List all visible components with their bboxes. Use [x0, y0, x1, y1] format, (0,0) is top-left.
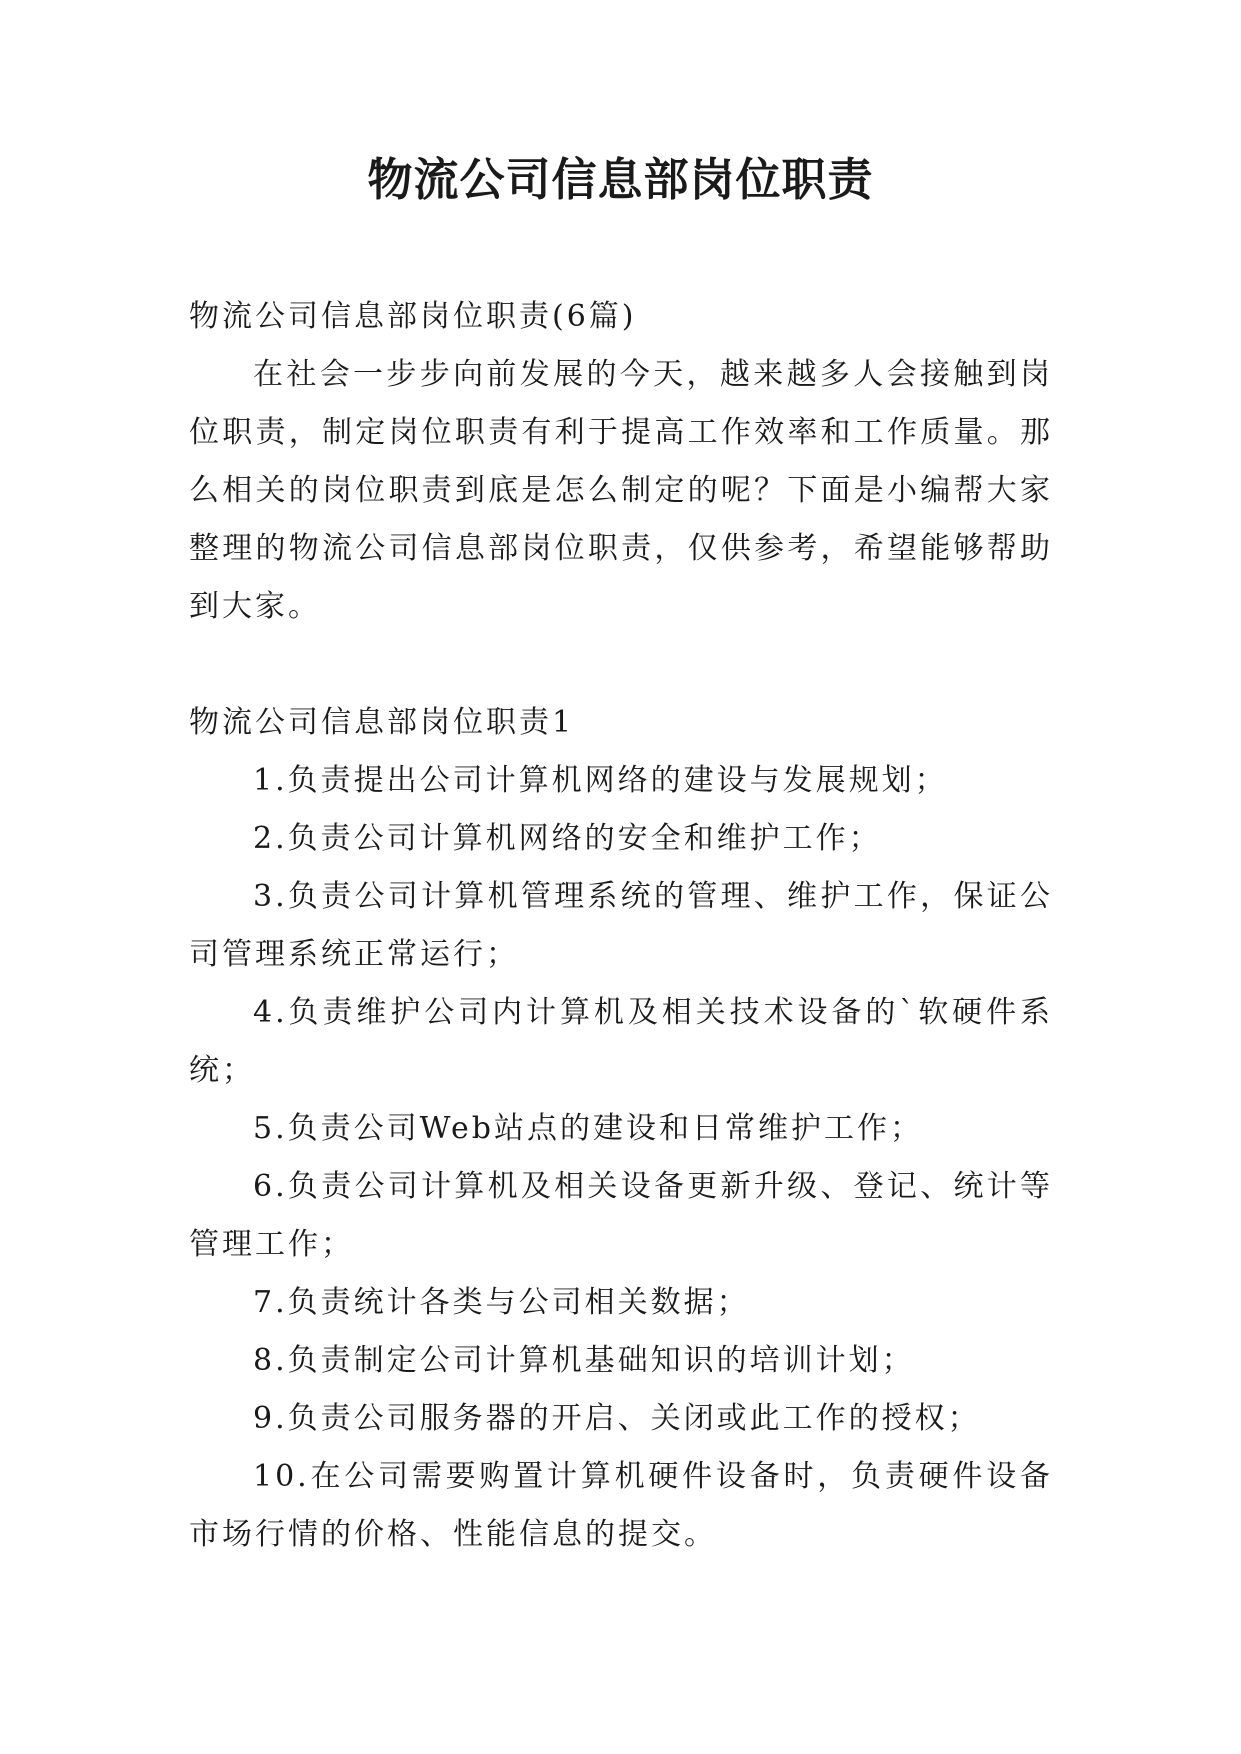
- section-heading: 物流公司信息部岗位职责1: [189, 705, 575, 740]
- paragraph-spacer: [189, 636, 1053, 694]
- duty-item: 1.负责提出公司计算机网络的建设与发展规划；: [253, 763, 948, 798]
- duty-item: 4.负责维护公司内计算机及相关技术设备的`软硬件系统；: [189, 995, 1053, 1088]
- duty-item: 9.负责公司服务器的开启、关闭或此工作的授权；: [253, 1401, 981, 1436]
- duty-item: 5.负责公司Web站点的建设和日常维护工作；: [253, 1111, 923, 1146]
- duty-item: 6.负责公司计算机及相关设备更新升级、登记、统计等管理工作；: [189, 1169, 1053, 1262]
- page-title: 物流公司信息部岗位职责: [367, 153, 874, 206]
- duty-item: 2.负责公司计算机网络的安全和维护工作；: [253, 821, 882, 856]
- duty-item: 3.负责公司计算机管理系统的管理、维护工作，保证公司管理系统正常运行；: [189, 879, 1053, 972]
- duty-item: 10.在公司需要购置计算机硬件设备时，负责硬件设备市场行情的价格、性能信息的提交。: [189, 1459, 1053, 1552]
- document-body: [189, 288, 1053, 1564]
- intro-paragraph: 在社会一步步向前发展的今天，越来越多人会接触到岗位职责，制定岗位职责有利于提高工作效率和工作质量。那么相关的岗位职责到底是怎么制定的呢？下面是小编帮大家整理的物流公司信息部岗位职责，仅供参考，希望能够帮助到大家。: [189, 357, 1053, 624]
- duty-item: 8.负责制定公司计算机基础知识的培训计划；: [253, 1343, 915, 1378]
- duty-item: 7.负责统计各类与公司相关数据；: [253, 1285, 750, 1320]
- document-subtitle: 物流公司信息部岗位职责(6篇): [189, 299, 637, 334]
